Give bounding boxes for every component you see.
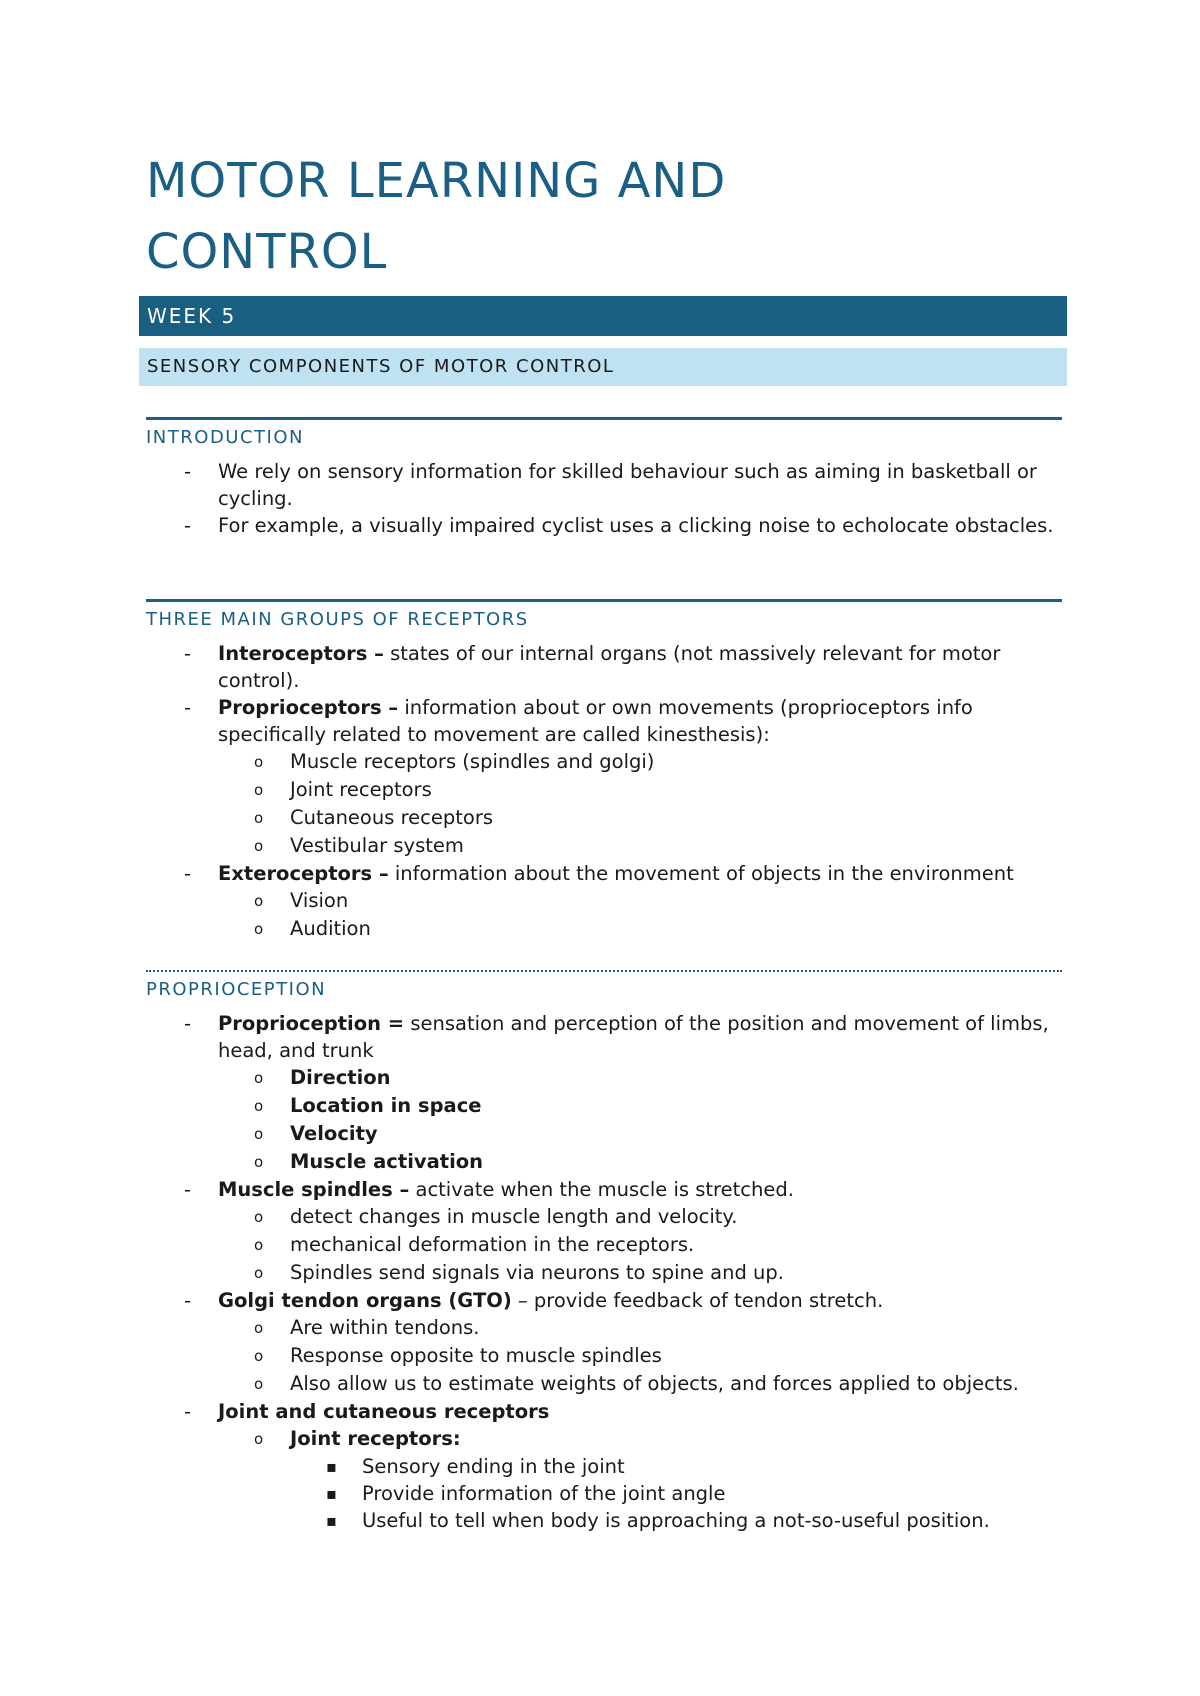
exteroceptors-sublist [218, 887, 1062, 943]
proprioception-text: sensation and perception of the position and movement of limbs, head, and trunk [218, 1012, 1049, 1062]
joint-cutaneous-term: Joint and cutaneous receptors [218, 1400, 550, 1423]
list-item [218, 1064, 1062, 1092]
week-heading: WEEK 5 [139, 296, 1067, 336]
proprioception-sublist [218, 1064, 1062, 1176]
list-item [146, 640, 1062, 694]
list-item: o Cutaneous receptors [218, 804, 1062, 832]
list-item: o mechanical deformation in the receptors. [218, 1231, 1062, 1259]
list-item: - We rely on sensory information for skilled behaviour such as aiming in basketball or cycling. [146, 458, 1062, 512]
introduction-heading: INTRODUCTION [146, 427, 304, 448]
gto-term: Golgi tendon organs (GTO) [218, 1289, 512, 1312]
list-item: o detect changes in muscle length and velocity. [218, 1203, 1062, 1231]
section-divider [146, 970, 1062, 972]
interoceptors-term: Interoceptors – [218, 642, 384, 665]
list-item [218, 1092, 1062, 1120]
muscle-activation-label: Muscle activation [290, 1150, 484, 1173]
list-item: o Muscle receptors (spindles and golgi) [218, 748, 1062, 776]
location-label: Location in space [290, 1094, 482, 1117]
list-item: ▪ Useful to tell when body is approaching a not-so-useful position. [290, 1507, 1062, 1534]
list-item [218, 1120, 1062, 1148]
list-item [146, 1398, 1062, 1534]
section-divider [146, 599, 1062, 602]
title-line-1: MOTOR LEARNING AND [146, 153, 727, 209]
interoceptors-text: states of our internal organs (not massively relevant for motor control). [218, 642, 1001, 692]
receptors-section [146, 599, 1062, 943]
proprioceptors-text: information about or own movements (proprioceptors info specifically related to movement are called kinesthesis): [218, 696, 973, 746]
list-item [146, 694, 1062, 860]
proprioception-heading: PROPRIOCEPTION [146, 979, 327, 1000]
list-item [218, 1148, 1062, 1176]
list-item: ▪ Provide information of the joint angle [290, 1480, 1062, 1507]
muscle-spindles-sublist [218, 1203, 1062, 1287]
list-item: o Response opposite to muscle spindles [218, 1342, 1062, 1370]
direction-label: Direction [290, 1066, 391, 1089]
proprioception-list [146, 1010, 1062, 1534]
proprioceptors-sublist [218, 748, 1062, 860]
title-line-2: CONTROL [146, 224, 388, 280]
exteroceptors-text: information about the movement of objects in the environment [388, 862, 1014, 885]
list-item [146, 1287, 1062, 1398]
list-item [218, 1425, 1062, 1534]
list-item: o Vestibular system [218, 832, 1062, 860]
proprioception-term: Proprioception = [218, 1012, 405, 1035]
list-item [146, 860, 1062, 943]
list-item [146, 1010, 1062, 1176]
velocity-label: Velocity [290, 1122, 378, 1145]
receptors-heading: THREE MAIN GROUPS OF RECEPTORS [146, 609, 529, 630]
list-item: o Spindles send signals via neurons to spine and up. [218, 1259, 1062, 1287]
list-item: o Are within tendons. [218, 1314, 1062, 1342]
list-item: o Also allow us to estimate weights of objects, and forces applied to objects. [218, 1370, 1062, 1398]
list-item: ▪ Sensory ending in the joint [290, 1453, 1062, 1480]
exteroceptors-term: Exteroceptors – [218, 862, 389, 885]
list-item: o Joint receptors [218, 776, 1062, 804]
document-title [146, 146, 1046, 288]
introduction-list [146, 458, 1062, 539]
joint-receptors-term: Joint receptors: [290, 1427, 461, 1450]
gto-sublist [218, 1314, 1062, 1398]
topic-heading: SENSORY COMPONENTS OF MOTOR CONTROL [139, 348, 1067, 386]
joint-receptors-sublist [290, 1453, 1062, 1534]
proprioceptors-term: Proprioceptors – [218, 696, 399, 719]
gto-text: – provide feedback of tendon stretch. [511, 1289, 884, 1312]
muscle-spindles-term: Muscle spindles – [218, 1178, 410, 1201]
list-item: o Audition [218, 915, 1062, 943]
introduction-section [146, 417, 1062, 539]
joint-cutaneous-sublist [218, 1425, 1062, 1534]
list-item: o Vision [218, 887, 1062, 915]
muscle-spindles-text: activate when the muscle is stretched. [409, 1178, 794, 1201]
section-divider [146, 417, 1062, 420]
list-item: - For example, a visually impaired cyclist uses a clicking noise to echolocate obstacles. [146, 512, 1062, 539]
receptors-list [146, 640, 1062, 943]
proprioception-section [146, 970, 1062, 1534]
list-item [146, 1176, 1062, 1287]
